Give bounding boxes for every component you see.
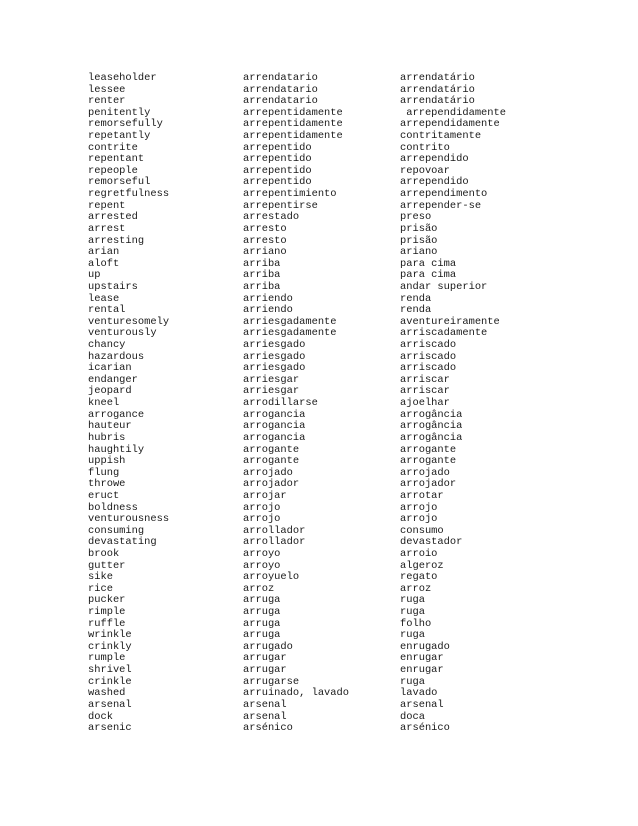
- english-word: boldness: [88, 501, 138, 514]
- portuguese-word: arsenal: [400, 698, 444, 711]
- spanish-word: arrepentido: [243, 176, 312, 189]
- portuguese-word: arriscado: [400, 350, 457, 363]
- spanish-word: arrugarse: [243, 675, 300, 688]
- portuguese-word: arroz: [400, 582, 432, 595]
- english-word: throwe: [88, 478, 126, 491]
- portuguese-word: arrogância: [400, 408, 463, 421]
- spanish-word: arrogancia: [243, 420, 306, 433]
- spanish-word: arrogante: [243, 455, 300, 468]
- portuguese-word: arriscar: [400, 373, 450, 386]
- english-word: ruffle: [88, 617, 126, 630]
- portuguese-word: arrendatário: [400, 72, 475, 84]
- spanish-word: arrogancia: [243, 408, 306, 421]
- portuguese-word: ruga: [400, 629, 425, 642]
- portuguese-word: ruga: [400, 594, 425, 607]
- english-word: repentant: [88, 153, 145, 166]
- english-word: rice: [88, 582, 113, 595]
- spanish-word: arrendatario: [243, 83, 318, 96]
- portuguese-word: arrotar: [400, 489, 444, 502]
- spanish-word: arrendatario: [243, 95, 318, 108]
- portuguese-word: consumo: [400, 524, 444, 537]
- english-word: arrest: [88, 222, 126, 235]
- english-word: renter: [88, 95, 126, 108]
- english-word: sike: [88, 571, 113, 584]
- english-word: venturousness: [88, 513, 170, 526]
- portuguese-word: repovoar: [400, 164, 450, 177]
- portuguese-word: andar superior: [400, 280, 488, 293]
- spanish-word: arrepentidamente: [243, 106, 343, 119]
- portuguese-word: ariano: [400, 246, 438, 259]
- english-word: crinkle: [88, 675, 132, 688]
- spanish-word: arruga: [243, 606, 281, 619]
- portuguese-word: arrogante: [400, 455, 457, 468]
- portuguese-word: arrepender-se: [400, 199, 482, 212]
- english-word: eruct: [88, 489, 120, 502]
- portuguese-word: arrojo: [400, 513, 438, 526]
- english-word: venturesomely: [88, 315, 170, 328]
- spanish-word: arsenal: [243, 710, 287, 723]
- spanish-word: arrojo: [243, 501, 281, 514]
- english-word: brook: [88, 547, 120, 560]
- english-word: washed: [88, 687, 126, 700]
- portuguese-word: arrogância: [400, 431, 463, 444]
- portuguese-word: enrugado: [400, 640, 450, 653]
- english-word: chancy: [88, 339, 126, 352]
- portuguese-word: arriscadamente: [400, 327, 488, 340]
- spanish-word: arriesgar: [243, 385, 300, 398]
- portuguese-word: arrependimento: [400, 188, 488, 201]
- portuguese-word: para cima: [400, 257, 457, 270]
- spanish-word: arrojar: [243, 489, 287, 502]
- english-word: hubris: [88, 431, 126, 444]
- english-word: leaseholder: [88, 72, 157, 84]
- spanish-word: arriba: [243, 269, 281, 282]
- spanish-word: arriesgado: [243, 339, 306, 352]
- portuguese-word: arrependidamente: [400, 106, 507, 119]
- spanish-word: arrepentido: [243, 164, 312, 177]
- spanish-word: arroyo: [243, 559, 281, 572]
- portuguese-word: arrojador: [400, 478, 457, 491]
- english-word: shrivel: [88, 664, 132, 677]
- portuguese-word: arrependido: [400, 176, 469, 189]
- spanish-word: arriba: [243, 257, 281, 270]
- english-word: repetantly: [88, 130, 151, 143]
- spanish-word: arroyo: [243, 547, 281, 560]
- portuguese-word: doca: [400, 710, 425, 723]
- spanish-word: arroz: [243, 582, 275, 595]
- portuguese-word: para cima: [400, 269, 457, 282]
- english-word: regretfulness: [88, 188, 170, 201]
- spanish-word: arrepentirse: [243, 199, 318, 212]
- english-word: upstairs: [88, 280, 138, 293]
- english-word: contrite: [88, 141, 138, 154]
- spanish-word: arrugar: [243, 664, 287, 677]
- portuguese-word: arrendatário: [400, 83, 475, 96]
- english-word: lease: [88, 292, 120, 305]
- portuguese-word: ajoelhar: [400, 397, 450, 410]
- portuguese-word: devastador: [400, 536, 463, 549]
- spanish-word: arrogante: [243, 443, 300, 456]
- english-word: flung: [88, 466, 120, 479]
- english-word: arian: [88, 246, 120, 259]
- english-word: lessee: [88, 83, 126, 96]
- portuguese-word: arrendatário: [400, 95, 475, 108]
- spanish-word: arrodillarse: [243, 397, 318, 410]
- english-word: gutter: [88, 559, 126, 572]
- portuguese-word: arriscar: [400, 385, 450, 398]
- portuguese-word: renda: [400, 292, 432, 305]
- spanish-word: arrojo: [243, 513, 281, 526]
- portuguese-word: renda: [400, 304, 432, 317]
- spanish-word: arrogancia: [243, 431, 306, 444]
- english-word: up: [88, 269, 101, 282]
- portuguese-word: arsénico: [400, 722, 450, 735]
- spanish-word: arrepentidamente: [243, 130, 343, 143]
- spanish-word: arrepentidamente: [243, 118, 343, 131]
- portuguese-word: contritamente: [400, 130, 482, 143]
- spanish-word: arruga: [243, 617, 281, 630]
- spanish-word: arrepentido: [243, 153, 312, 166]
- portuguese-word: arrogância: [400, 420, 463, 433]
- portuguese-word: arrojo: [400, 501, 438, 514]
- english-word: arsenic: [88, 722, 132, 735]
- spanish-word: arriba: [243, 280, 281, 293]
- portuguese-word: arroio: [400, 547, 438, 560]
- portuguese-word: arrependido: [400, 153, 469, 166]
- spanish-word: arriendo: [243, 292, 293, 305]
- english-word: dock: [88, 710, 113, 723]
- portuguese-word: enrugar: [400, 652, 444, 665]
- english-word: hazardous: [88, 350, 145, 363]
- spanish-word: arroyuelo: [243, 571, 300, 584]
- portuguese-word: ruga: [400, 675, 425, 688]
- english-word: penitently: [88, 106, 151, 119]
- portuguese-word: arriscado: [400, 339, 457, 352]
- english-word: remorseful: [88, 176, 151, 189]
- english-word: repeople: [88, 164, 138, 177]
- spanish-word: arrojador: [243, 478, 300, 491]
- portuguese-word: arrependidamente: [400, 118, 500, 131]
- portuguese-word: preso: [400, 211, 432, 224]
- portuguese-word: arrojado: [400, 466, 450, 479]
- english-word: jeopard: [88, 385, 132, 398]
- spanish-word: arrepentimiento: [243, 188, 337, 201]
- english-word: pucker: [88, 594, 126, 607]
- english-word: consuming: [88, 524, 145, 537]
- english-word: crinkly: [88, 640, 132, 653]
- spanish-word: arsénico: [243, 722, 293, 735]
- english-word: repent: [88, 199, 126, 212]
- english-word: hauteur: [88, 420, 132, 433]
- english-word: endanger: [88, 373, 138, 386]
- portuguese-word: folho: [400, 617, 432, 630]
- spanish-word: arrollador: [243, 536, 306, 549]
- english-word: icarian: [88, 362, 132, 375]
- spanish-word: arresto: [243, 234, 287, 247]
- spanish-word: arrugar: [243, 652, 287, 665]
- english-word: venturously: [88, 327, 157, 340]
- english-word: arrogance: [88, 408, 145, 421]
- english-word: kneel: [88, 397, 120, 410]
- english-word: arsenal: [88, 698, 132, 711]
- spanish-word: arruga: [243, 629, 281, 642]
- portuguese-word: prisão: [400, 222, 438, 235]
- portuguese-word: enrugar: [400, 664, 444, 677]
- spanish-word: arruinado, lavado: [243, 687, 350, 700]
- portuguese-word: regato: [400, 571, 438, 584]
- spanish-word: arrollador: [243, 524, 306, 537]
- spanish-word: arsenal: [243, 698, 287, 711]
- spanish-word: arriesgadamente: [243, 315, 337, 328]
- portuguese-word: arriscado: [400, 362, 457, 375]
- portuguese-word: aventureiramente: [400, 315, 500, 328]
- spanish-word: arresto: [243, 222, 287, 235]
- portuguese-word: arrogante: [400, 443, 457, 456]
- english-word: uppish: [88, 455, 126, 468]
- spanish-word: arriesgado: [243, 362, 306, 375]
- spanish-word: arriendo: [243, 304, 293, 317]
- portuguese-word: contrito: [400, 141, 450, 154]
- spanish-word: arriesgado: [243, 350, 306, 363]
- english-word: remorsefully: [88, 118, 163, 131]
- english-word: aloft: [88, 257, 120, 270]
- spanish-word: arrugado: [243, 640, 293, 653]
- english-word: arrested: [88, 211, 138, 224]
- english-word: rimple: [88, 606, 126, 619]
- english-word: devastating: [88, 536, 157, 549]
- spanish-word: arrepentido: [243, 141, 312, 154]
- spanish-word: arriesgadamente: [243, 327, 337, 340]
- portuguese-word: algeroz: [400, 559, 444, 572]
- english-word: haughtily: [88, 443, 145, 456]
- portuguese-word: prisão: [400, 234, 438, 247]
- spanish-word: arruga: [243, 594, 281, 607]
- english-word: wrinkle: [88, 629, 132, 642]
- spanish-word: arrojado: [243, 466, 293, 479]
- english-word: rental: [88, 304, 126, 317]
- spanish-word: arrestado: [243, 211, 300, 224]
- english-word: rumple: [88, 652, 126, 665]
- spanish-word: arriesgar: [243, 373, 300, 386]
- portuguese-word: ruga: [400, 606, 425, 619]
- spanish-word: arrendatario: [243, 72, 318, 84]
- spanish-word: arriano: [243, 246, 287, 259]
- english-word: arresting: [88, 234, 145, 247]
- portuguese-word: lavado: [400, 687, 438, 700]
